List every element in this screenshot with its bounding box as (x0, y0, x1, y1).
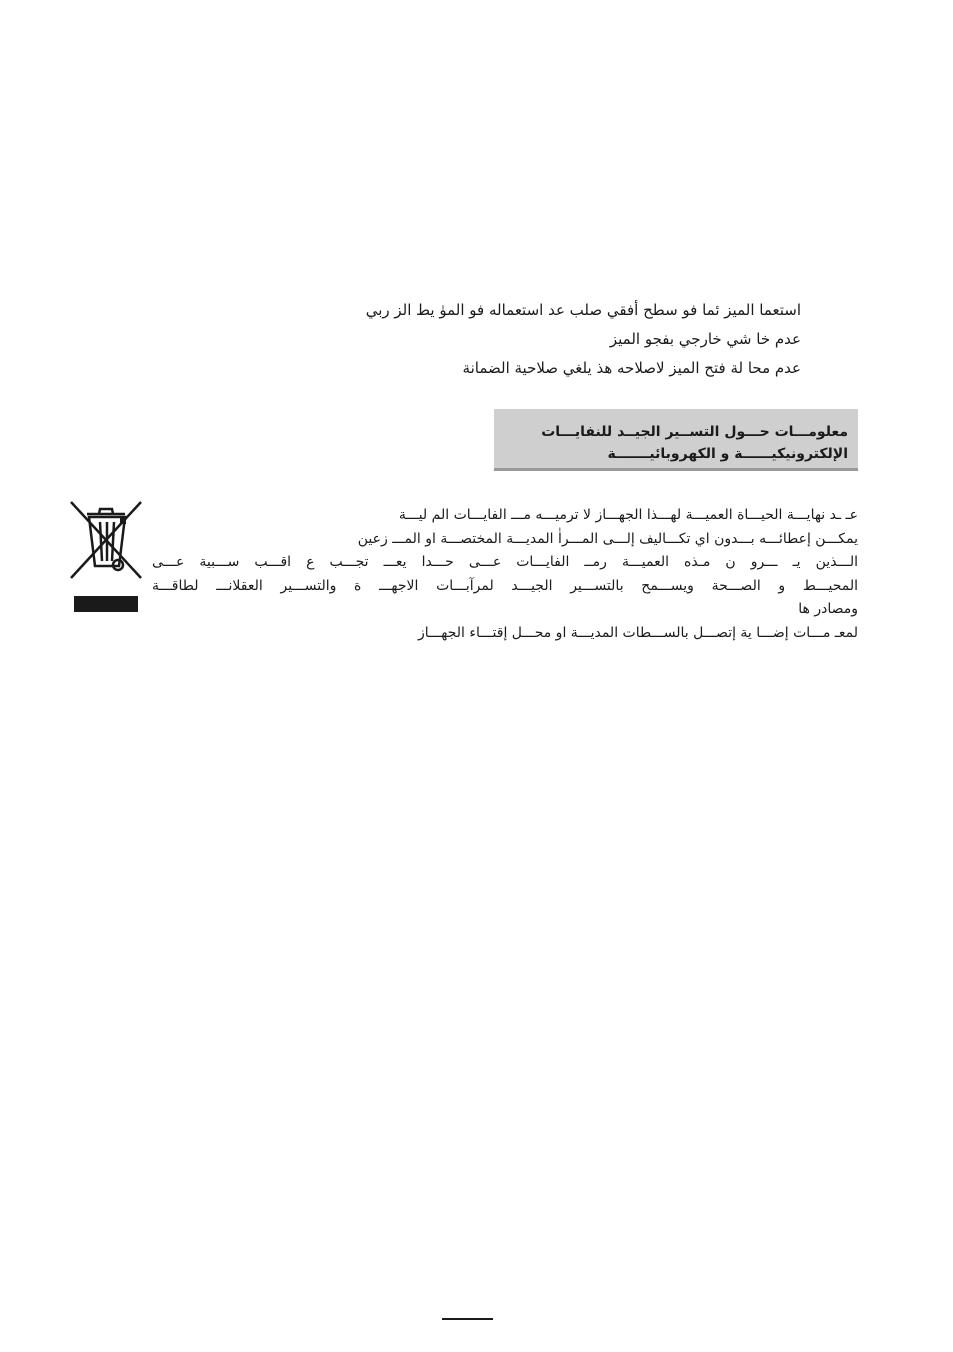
disposal-line: عـ ـد نهایـــة الحیـــاة العمیـــة لهـــذا الجهـــاز لا ترمیـــه مـــ الفایـــات الم لیـــة (398, 507, 858, 523)
disposal-line: لمعـ مـــات إضـــا یة إتصـــل بالســـطات المدیـــة او محـــل إقتـــاء الجهـــاز (417, 624, 858, 641)
warning-line: استعما المیز ئما فو سطح أفقي صلب عد استعماله فو الموٰ یط الز ربي (365, 301, 801, 319)
disposal-line: المحیـــط و الصـــحة ویســـمح بالتســـیر الجیـــد لمرآبـــات الاجهـــ ة والتســـیر العقلانـــ لطاقـــة (152, 577, 858, 594)
warning-line: عدم محا لة فتح المیز لاصلاحه هذ یلغي صلاحیة الضمانة (462, 359, 801, 377)
warning-line: عدم خا شي خارجي بفجو المیز (609, 330, 801, 348)
disposal-line: ومصادر ها (798, 601, 858, 617)
disposal-line: الـــذین یـ ـــرو ن مـذه العمیـــة رمــ الفایـــات عـــی حـــدا یعـــ تجـــب ع اقـــب ســـبیة عـــی (152, 554, 858, 570)
heading-line-1: معلومـــات حـــول التســیر الجیــد للنفایـــات (541, 424, 848, 440)
disposal-info-text (152, 504, 858, 645)
disposal-line: یمكـــن إعطائـــه بـــدون اي تكـــالیف إلـــى المـــراٰ المدیـــة المختصـــة او المـــ زعین (357, 530, 858, 547)
disposal-info-heading-box (494, 409, 858, 471)
heading-line-2: الإلكترونیكیــــــة و الكهروبائیـــــــة (607, 446, 848, 462)
weee-marker-bar (74, 596, 138, 612)
page-number-rule (442, 1318, 493, 1320)
usage-warnings (201, 296, 801, 383)
